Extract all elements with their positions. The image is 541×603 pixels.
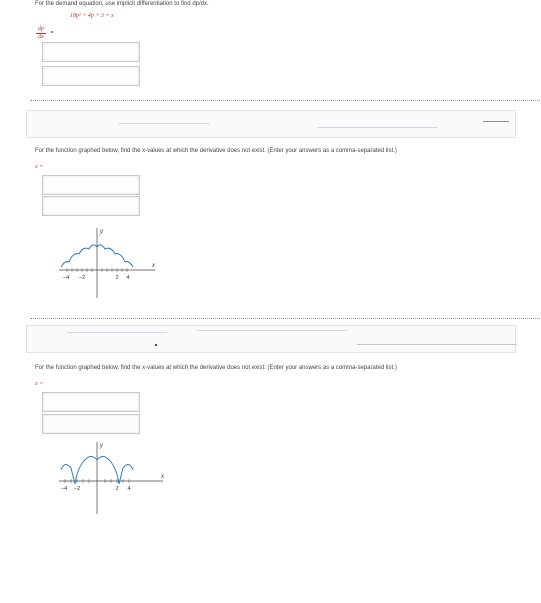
equals-sign: = — [50, 30, 54, 36]
band-dot — [155, 344, 157, 346]
answer-input-1[interactable] — [42, 42, 140, 62]
faded-band-1 — [26, 110, 516, 138]
x-equals-label: x = — [35, 381, 44, 387]
question-1-prompt: For the demand equation, use implicit differentiation to find dp/dx. — [35, 1, 209, 7]
derivative-fraction — [36, 26, 46, 41]
x-axis-label: x — [152, 263, 155, 269]
tick-label: −4 — [60, 486, 68, 492]
y-axis-label: y — [100, 229, 103, 235]
tick-label: −2 — [78, 275, 86, 281]
section-divider — [30, 318, 540, 319]
derivative-numerator: dp — [38, 26, 44, 32]
tick-label: 4 — [126, 275, 130, 281]
band-stroke — [317, 127, 437, 128]
tick-label: 2 — [115, 486, 119, 492]
answer-input-3[interactable] — [42, 392, 140, 412]
band-stroke — [483, 121, 509, 122]
answer-input-1b[interactable] — [42, 66, 140, 86]
tick-label: 2 — [115, 275, 119, 281]
function-graph-1 — [55, 220, 165, 300]
band-stroke — [67, 332, 167, 333]
answer-input-3b[interactable] — [42, 414, 140, 434]
demand-equation: 18p² + 4p + 3 = x — [70, 13, 114, 19]
faded-band-2 — [26, 325, 516, 353]
x-axis-label: x — [161, 474, 164, 480]
answer-input-2[interactable] — [42, 175, 140, 195]
tick-label: −4 — [62, 275, 70, 281]
y-axis-label: y — [100, 443, 103, 449]
band-stroke — [357, 344, 517, 345]
question-3-prompt: For the function graphed below, find the x-values at which the derivative does not exist. (Enter your answers as a comma-separated list.) — [35, 365, 397, 371]
band-stroke — [119, 123, 209, 124]
tick-label: −2 — [73, 486, 81, 492]
section-divider — [30, 100, 540, 101]
answer-input-2b[interactable] — [42, 196, 140, 216]
function-graph-2 — [55, 436, 170, 516]
derivative-denominator: dx — [38, 34, 44, 40]
tick-label: 4 — [127, 486, 131, 492]
x-equals-label: x = — [35, 164, 44, 170]
question-2-prompt: For the function graphed below, find the x-values at which the derivative does not exist. (Enter your answers as a comma-separated list.) — [35, 148, 397, 154]
band-stroke — [197, 330, 347, 331]
